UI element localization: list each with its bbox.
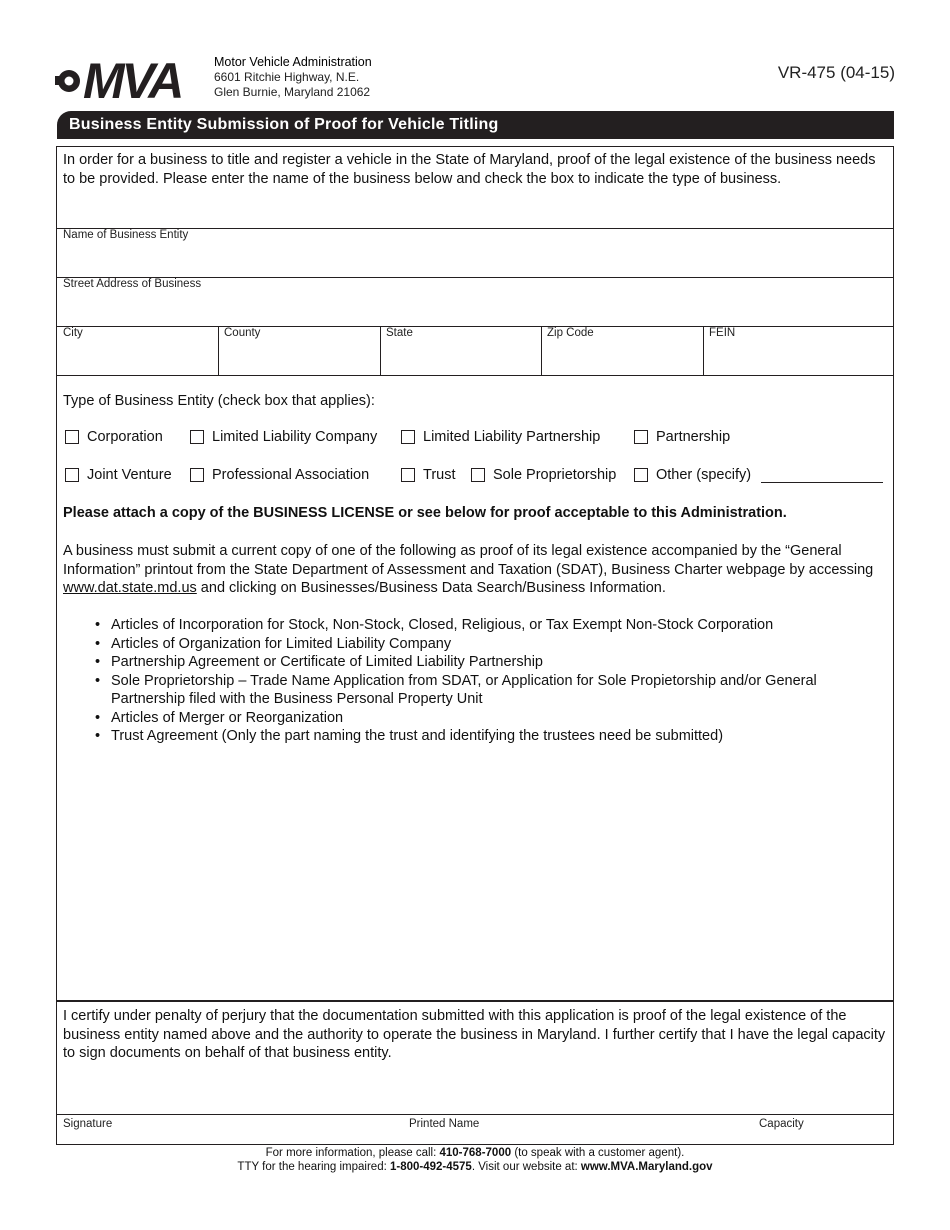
checkbox-icon[interactable] (190, 468, 204, 482)
checkbox-icon[interactable] (401, 430, 415, 444)
checkbox-professional-association[interactable] (190, 467, 369, 483)
checkbox-icon[interactable] (634, 468, 648, 482)
zip-label: Zip Code (547, 327, 594, 339)
signature-field[interactable] (57, 1060, 893, 1112)
attach-license-note: Please attach a copy of the BUSINESS LICENSE or see below for proof acceptable to this Administration. (63, 505, 787, 521)
certification-text: I certify under penalty of perjury that the documentation submitted with this application is proof of the legal existence of the business entity named above and the authority to operate the business in Maryland. I further certify that I have the legal capacity to sign documents on behalf of that business entity. (63, 1008, 886, 1061)
signature-label: Signature (63, 1118, 113, 1130)
website-link[interactable]: www.MVA.Maryland.gov (580, 1161, 713, 1173)
checkbox-label: Other (specify) (656, 467, 752, 483)
checkbox-label: Joint Venture (87, 467, 172, 483)
entity-type-prompt: Type of Business Entity (check box that applies): (63, 393, 375, 409)
fein-field[interactable] (704, 326, 892, 374)
agency-address-line1: 6601 Ritchie Highway, N.E. (214, 70, 360, 84)
proof-text-end: and clicking on Businesses/Business Data Search/Business Information. (196, 580, 666, 596)
logo-text: MVA (83, 56, 182, 100)
proof-documents-list (95, 616, 885, 746)
checkbox-llc[interactable] (190, 429, 377, 445)
list-item: • Articles of Incorporation for Stock, Non-Stock, Closed, Religious, or Tax Exempt Non-Stock Corporation (95, 616, 885, 635)
checkbox-label: Partnership (656, 429, 731, 445)
business-name-field[interactable] (57, 228, 893, 276)
street-address-label: Street Address of Business (63, 278, 202, 290)
checkbox-label: Limited Liability Company (212, 429, 378, 445)
intro-text: In order for a business to title and register a vehicle in the State of Maryland, proof of the legal existence of the business needs to be provided. Please enter the name of the business below and check the box to indicate the type of business. (63, 152, 876, 187)
checkbox-icon[interactable] (65, 430, 79, 444)
agency-name: Motor Vehicle Administration (214, 55, 372, 69)
proof-paragraph (63, 542, 888, 598)
checkbox-icon[interactable] (471, 468, 485, 482)
footer-line2: TTY for the hearing impaired: 1-800-492-4575. Visit our website at: www.MVA.Maryland.gov (237, 1161, 713, 1173)
checkbox-trust[interactable] (401, 467, 456, 483)
agency-block (214, 55, 372, 100)
list-item: • Partnership Agreement or Certificate of Limited Liability Partnership (95, 653, 885, 672)
business-name-label: Name of Business Entity (63, 229, 189, 241)
mva-logo (55, 56, 211, 100)
checkbox-icon[interactable] (190, 430, 204, 444)
state-field[interactable] (381, 326, 541, 374)
tty-number: 1-800-492-4575 (389, 1161, 472, 1173)
state-label: State (386, 327, 413, 339)
other-specify-field[interactable] (761, 482, 883, 483)
checkbox-label: Corporation (87, 429, 163, 445)
printed-name-label: Printed Name (409, 1118, 480, 1130)
agency-address-line2: Glen Burnie, Maryland 21062 (214, 85, 371, 99)
checkbox-label: Professional Association (212, 467, 370, 483)
checkbox-icon[interactable] (401, 468, 415, 482)
list-item: • Sole Proprietorship – Trade Name Application from SDAT, or Application for Sole Propietorship and/or General Partnership filed with the Business Personal Property Unit (95, 672, 885, 709)
list-item: • Trust Agreement (Only the part naming the trust and identifying the trustees need be submitted) (95, 727, 885, 746)
checkbox-icon[interactable] (65, 468, 79, 482)
city-label: City (63, 327, 83, 339)
list-item: • Articles of Organization for Limited Liability Company (95, 635, 885, 654)
fein-label: FEIN (709, 327, 736, 339)
checkbox-label: Limited Liability Partnership (423, 429, 601, 445)
list-item: • Articles of Merger or Reorganization (95, 709, 885, 728)
form-number: VR-475 (04-15) (777, 63, 895, 82)
checkbox-partnership[interactable] (634, 429, 730, 445)
phone-number: 410-768-7000 (439, 1147, 512, 1159)
proof-text: A business must submit a current copy of one of the following as proof of its legal existence accompanied by the “General Information” printout from the State Department of Assessment and Taxation (SDAT), Business Charter webpage by accessing (63, 543, 874, 578)
checkbox-corporation[interactable] (65, 429, 163, 445)
checkbox-llp[interactable] (401, 429, 600, 445)
checkbox-joint-venture[interactable] (65, 467, 172, 483)
checkbox-label: Trust (423, 467, 456, 483)
form-title: Business Entity Submission of Proof for Vehicle Titling (57, 111, 894, 139)
street-address-field[interactable] (57, 277, 893, 325)
checkbox-other[interactable] (634, 467, 751, 483)
capacity-label: Capacity (759, 1118, 804, 1130)
checkbox-icon[interactable] (634, 430, 648, 444)
checkbox-sole-proprietorship[interactable] (471, 467, 616, 483)
city-field[interactable] (57, 326, 217, 374)
sdat-link[interactable]: www.dat.state.md.us (63, 580, 197, 596)
zip-field[interactable] (542, 326, 702, 374)
county-field[interactable] (219, 326, 379, 374)
footer-line1: For more information, please call: 410-768-7000 (to speak with a customer agent). (265, 1147, 685, 1159)
county-label: County (224, 327, 261, 339)
checkbox-label: Sole Proprietorship (493, 467, 617, 483)
